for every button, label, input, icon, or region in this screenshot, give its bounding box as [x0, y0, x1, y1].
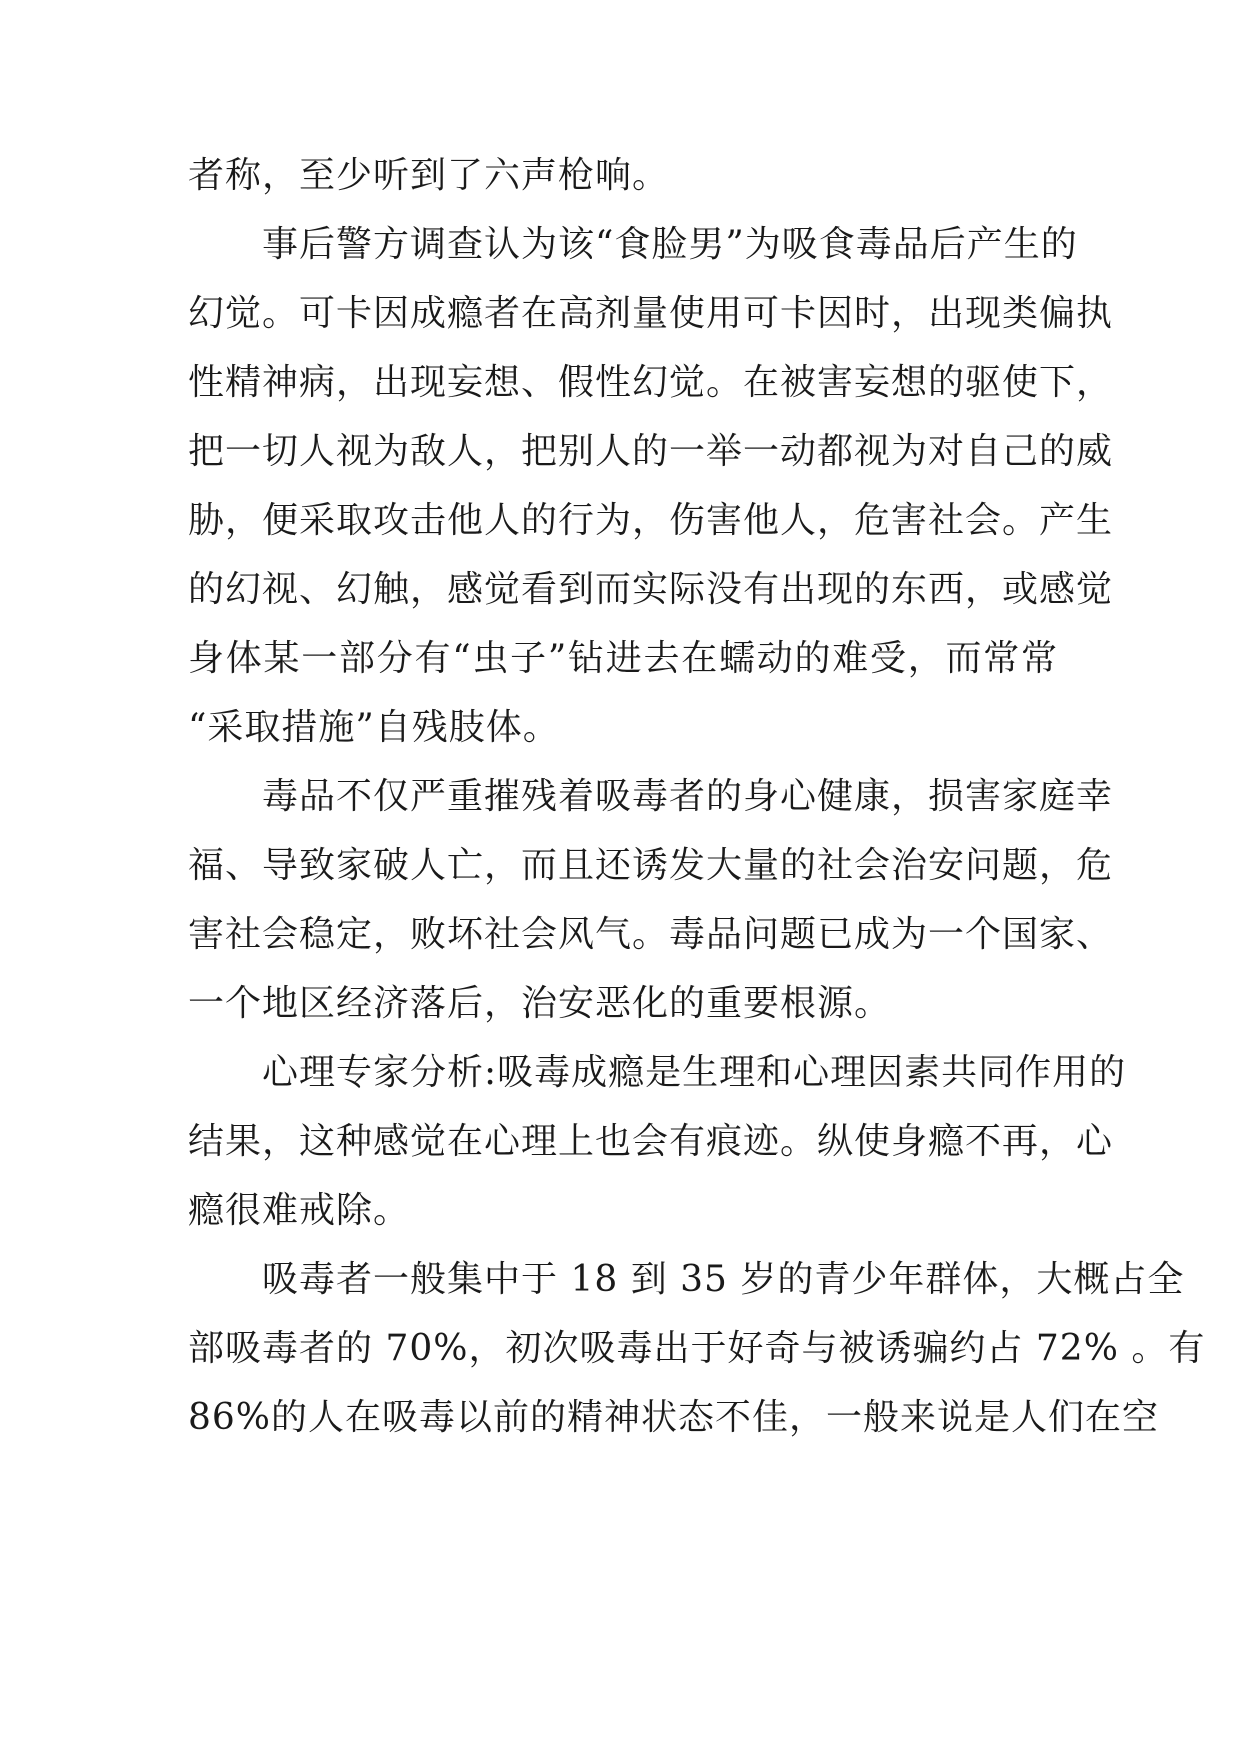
- text-line: 结果，这种感觉在心理上也会有痕迹。纵使身瘾不再，心: [188, 1121, 1114, 1162]
- text-line: 事后警方调查认为该“食脸男”为吸食毒品后产生的: [262, 224, 1078, 265]
- text-line: 性精神病，出现妄想、假性幻觉。在被害妄想的驱使下，: [188, 362, 1114, 403]
- text-line: 瘾很难戒除。: [188, 1190, 411, 1231]
- text-line: 福、导致家破人亡，而且还诱发大量的社会治安问题，危: [188, 845, 1114, 886]
- text-line: 吸毒者一般集中于 18 到 35 岁的青少年群体，大概占全: [262, 1259, 1185, 1300]
- text-line: 心理专家分析:吸毒成瘾是生理和心理因素共同作用的: [262, 1052, 1127, 1093]
- text-line: 86%的人在吸毒以前的精神状态不佳，一般来说是人们在空: [188, 1397, 1160, 1438]
- text-line: 毒品不仅严重摧残着吸毒者的身心健康，损害家庭幸: [262, 776, 1114, 817]
- text-line: 害社会稳定，败坏社会风气。毒品问题已成为一个国家、: [188, 914, 1114, 955]
- text-line: 部吸毒者的 70%，初次吸毒出于好奇与被诱骗约占 72% 。有: [188, 1328, 1206, 1369]
- text-line: 的幻视、幻触，感觉看到而实际没有出现的东西，或感觉: [188, 569, 1114, 610]
- text-line: 胁，便采取攻击他人的行为，伤害他人，危害社会。产生: [188, 500, 1114, 541]
- text-line: “采取措施”自残肢体。: [188, 707, 560, 748]
- text-line: 把一切人视为敌人，把别人的一举一动都视为对自己的威: [188, 431, 1114, 472]
- text-line: 者称，至少听到了六声枪响。: [188, 155, 670, 196]
- text-line: 幻觉。可卡因成瘾者在高剂量使用可卡因时，出现类偏执: [188, 293, 1114, 334]
- text-line: 一个地区经济落后，治安恶化的重要根源。: [188, 983, 892, 1024]
- text-line: 身体某一部分有“虫子”钻进去在蠕动的难受，而常常: [188, 638, 1058, 679]
